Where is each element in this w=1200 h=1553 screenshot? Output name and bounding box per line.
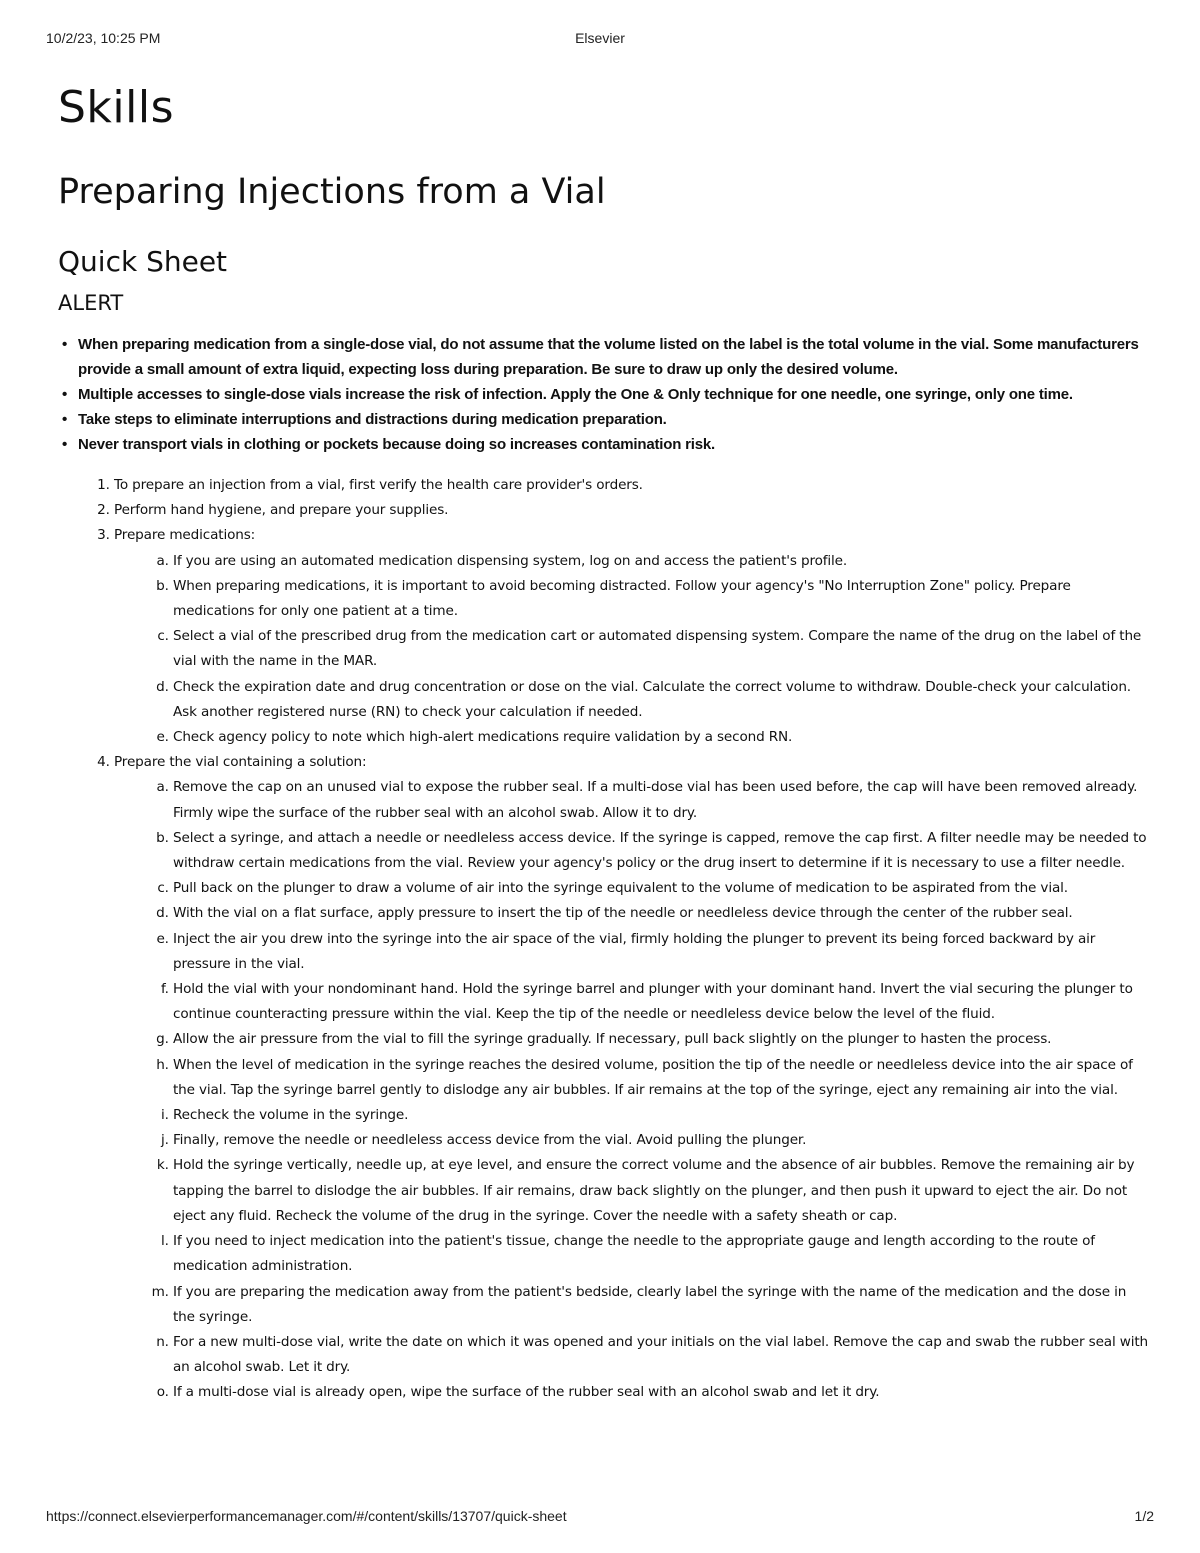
substep-item: b. When preparing medications, it is important to avoid becoming distracted. Follow your agency's "No Interruption Zone" policy. Prepare medications for only one patient at a time. bbox=[173, 574, 1148, 624]
page-subtitle: Quick Sheet bbox=[58, 245, 228, 278]
substep-item: c. Pull back on the plunger to draw a volume of air into the syringe equivalent to the volume of medication to be aspirated from the vial. bbox=[173, 876, 1148, 901]
substep-item: c. Select a vial of the prescribed drug from the medication cart or automated dispensing system. Compare the name of the drug on the label of the vial with the name in the MAR. bbox=[173, 624, 1148, 674]
alert-list bbox=[58, 332, 1148, 457]
step-text: To prepare an injection from a vial, first verify the health care provider's orders. bbox=[114, 477, 643, 493]
alert-item: • Never transport vials in clothing or pockets because doing so increases contamination risk. bbox=[58, 432, 1148, 457]
page-title: Preparing Injections from a Vial bbox=[58, 172, 606, 212]
substep-list bbox=[114, 549, 1148, 751]
document-content bbox=[58, 78, 1148, 1406]
substep-item: e. Inject the air you drew into the syringe into the air space of the vial, firmly holding the plunger to prevent its being forced backward by air pressure in the vial. bbox=[173, 927, 1148, 977]
step-item bbox=[114, 498, 1148, 523]
substep-item: o. If a multi-dose vial is already open, wipe the surface of the rubber seal with an alcohol swab and let it dry. bbox=[173, 1380, 1148, 1405]
substep-item: h. When the level of medication in the syringe reaches the desired volume, position the tip of the needle or needleless device into the air space of the vial. Tap the syringe barrel gently to dislodge any air bubbles. If air remains at the top of the syringe, eject any remaining air into the vial. bbox=[173, 1053, 1148, 1103]
substep-item: e. Check agency policy to note which high-alert medications require validation by a second RN. bbox=[173, 725, 1148, 750]
step-text: Prepare the vial containing a solution: bbox=[114, 754, 367, 771]
substep-item: i. Recheck the volume in the syringe. bbox=[173, 1103, 1148, 1128]
substep-item: g. Allow the air pressure from the vial to fill the syringe gradually. If necessary, pull back slightly on the plunger to hasten the process. bbox=[173, 1027, 1148, 1052]
procedure-steps bbox=[58, 473, 1148, 1406]
alert-item: • Take steps to eliminate interruptions and distractions during medication preparation. bbox=[58, 407, 1148, 432]
print-site-name: Elsevier bbox=[575, 30, 625, 46]
substep-item: m. If you are preparing the medication away from the patient's bedside, clearly label the syringe with the name of the medication and the dose in the syringe. bbox=[173, 1280, 1148, 1330]
alert-item: • When preparing medication from a single-dose vial, do not assume that the volume listed on the label is the total volume in the vial. Some manufacturers provide a small amount of extra liquid, expecting loss during preparation. Be sure to draw up only the desired volume. bbox=[58, 332, 1148, 382]
step-item bbox=[114, 750, 1148, 1405]
substep-item: n. For a new multi-dose vial, write the date on which it was opened and your initials on the vial label. Remove the cap and swab the rubber seal with an alcohol swab. Let it dry. bbox=[173, 1330, 1148, 1380]
substep-item: d. Check the expiration date and drug concentration or dose on the vial. Calculate the correct volume to withdraw. Double-check your calculation. Ask another registered nurse (RN) to check your calculation if needed. bbox=[173, 675, 1148, 725]
step-text: Prepare medications: bbox=[114, 527, 256, 544]
alert-item: • Multiple accesses to single-dose vials increase the risk of infection. Apply the One & Only technique for one needle, one syringe, only one time. bbox=[58, 382, 1148, 407]
substep-item: b. Select a syringe, and attach a needle or needleless access device. If the syringe is capped, remove the cap first. A filter needle may be needed to withdraw certain medications from the vial. Review your agency's policy or the drug insert to determine if it is necessary to use a filter needle. bbox=[173, 826, 1148, 876]
print-url: https://connect.elsevierperformancemanager.com/#/content/skills/13707/quick-sheet bbox=[46, 1508, 567, 1524]
step-item bbox=[114, 523, 1148, 750]
step-item bbox=[114, 473, 1148, 498]
print-datetime: 10/2/23, 10:25 PM bbox=[46, 30, 161, 46]
substep-item: l. If you need to inject medication into the patient's tissue, change the needle to the appropriate gauge and length according to the route of medication administration. bbox=[173, 1229, 1148, 1279]
substep-item: d. With the vial on a flat surface, apply pressure to insert the tip of the needle or needleless device through the center of the rubber seal. bbox=[173, 901, 1148, 926]
step-text: Perform hand hygiene, and prepare your supplies. bbox=[114, 502, 449, 519]
substep-item: f. Hold the vial with your nondominant hand. Hold the syringe barrel and plunger with your dominant hand. Invert the vial securing the plunger to continue counteracting pressure within the vial. Keep the tip of the needle or needleless device below the level of the fluid. bbox=[173, 977, 1148, 1027]
page-number: 1/2 bbox=[1134, 1508, 1154, 1524]
print-footer bbox=[46, 1508, 1154, 1528]
substep-list bbox=[114, 775, 1148, 1405]
substep-item: a. If you are using an automated medication dispensing system, log on and access the patient's profile. bbox=[173, 549, 1148, 574]
alert-label: ALERT bbox=[58, 291, 124, 315]
section-heading: Skills bbox=[58, 82, 175, 133]
substep-item: j. Finally, remove the needle or needleless access device from the vial. Avoid pulling the plunger. bbox=[173, 1128, 1148, 1153]
print-header bbox=[46, 30, 1154, 50]
substep-item: k. Hold the syringe vertically, needle up, at eye level, and ensure the correct volume and the absence of air bubbles. Remove the remaining air by tapping the barrel to dislodge the air bubbles. If air remains, draw back slightly on the plunger, and then push it upward to eject the air. Do not eject any fluid. Recheck the volume of the drug in the syringe. Cover the needle with a safety sheath or cap. bbox=[173, 1153, 1148, 1229]
substep-item: a. Remove the cap on an unused vial to expose the rubber seal. If a multi-dose vial has been used before, the cap will have been removed already. Firmly wipe the surface of the rubber seal with an alcohol swab. Allow it to dry. bbox=[173, 775, 1148, 825]
